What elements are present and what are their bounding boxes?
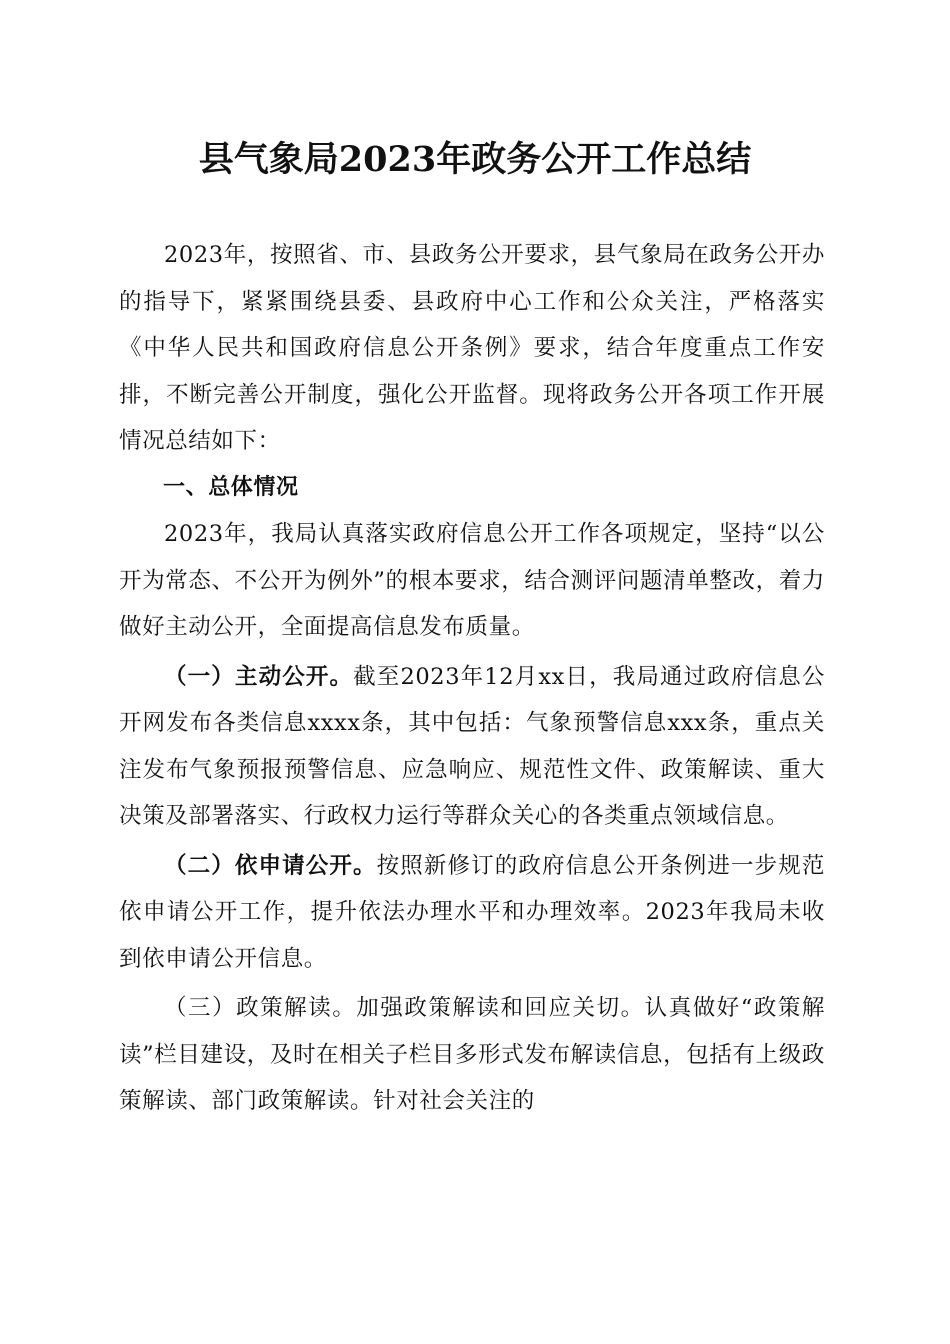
section-heading: 一、总体情况 (163, 474, 299, 500)
document-body (119, 232, 825, 1125)
overview-paragraph: 2023年，我局认真落实政府信息公开工作各项规定，坚持“以公开为常态、不公开为例外”的根本要求，结合测评问题清单整改，着力做好主动公开，全面提高信息发布质量。 (119, 521, 825, 640)
item-text: 按照新修订的政府信息公开条例进一步规范依申请公开工作，提升依法办理水平和办理效率。2023年我局未收到依申请公开信息。 (119, 852, 825, 972)
item-paragraph-policy (119, 985, 825, 1125)
item-lead: （一）主动公开。 (164, 663, 354, 690)
item-text: 政策解读。加强政策解读和回应关切。认真做好“政策解读”栏目建设，及时在相关子栏目多形式发布解读信息，包括有上级政策解读、部门政策解读。针对社会关注的 (119, 995, 825, 1114)
intro-paragraph: 2023年，按照省、市、县政务公开要求，县气象局在政务公开办的指导下，紧紧围绕县委、县政府中心工作和公众关注，严格落实《中华人民共和国政府信息公开条例》要求，结合年度重点工作安排，不断完善公开制度，强化公开监督。现将政务公开各项工作开展情况总结如下： (119, 242, 825, 454)
item-text: 截至2023年12月xx日，我局通过政府信息公开网发布各类信息xxxx条，其中包括：气象预警信息xxx条，重点关注发布气象预报预警信息、应急响应、规范性文件、政策解读、重大决策及部署落实、行政权力运行等群众关心的各类重点领域信息。 (119, 663, 825, 829)
item-paragraph-application (119, 843, 825, 983)
item-lead: （二）依申请公开。 (164, 852, 377, 879)
document-title: 县气象局2023年政务公开工作总结 (198, 139, 752, 180)
item-lead: （三） (164, 995, 237, 1021)
item-paragraph-proactive (119, 654, 825, 840)
